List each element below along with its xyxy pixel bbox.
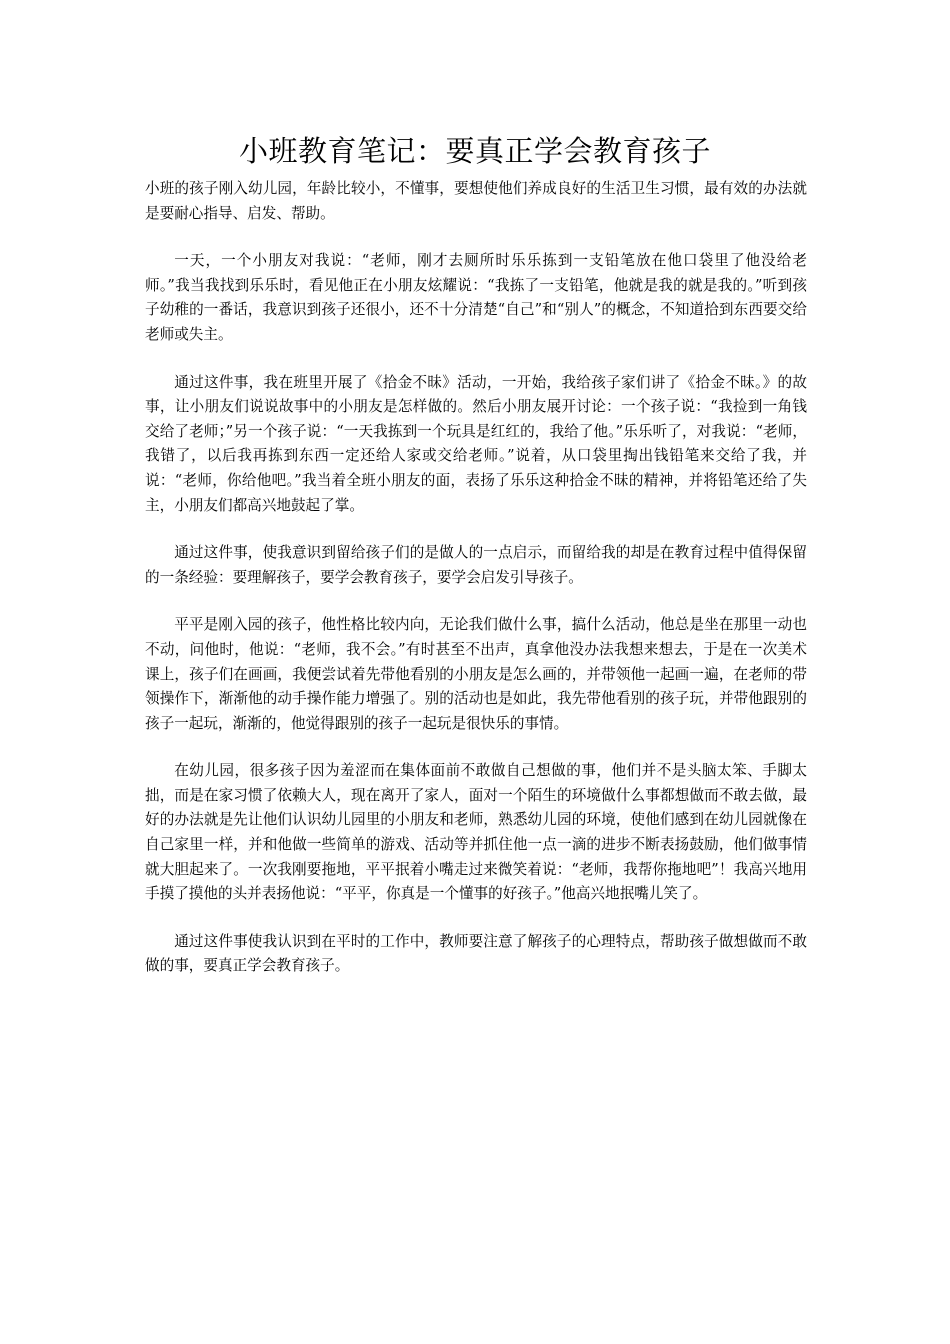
- paragraph-conclusion: 通过这件事使我认识到在平时的工作中，教师要注意了解孩子的心理特点，帮助孩子做想做而不敢做的事，要真正学会教育孩子。: [145, 932, 807, 975]
- paragraph-pingping: 平平是刚入园的孩子，他性格比较内向，无论我们做什么事，搞什么活动，他总是坐在那里一动也不动，问他时，他说：“老师，我不会。”有时甚至不出声，真拿他没办法我想来想去，于是在一次美术课上，孩子们在画画，我便尝试着先带他看别的小朋友是怎么画的，并带领他一起画一遍，在老师的带领操作下，渐渐他的动手操作能力增强了。别的活动也是如此，我先带他看别的孩子玩，并带他跟别的孩子一起玩，渐渐的，他觉得跟别的孩子一起玩是很快乐的事情。: [145, 616, 807, 732]
- document-body: [145, 177, 807, 1002]
- paragraph-lesson-learned: 通过这件事，使我意识到留给孩子们的是做人的一点启示，而留给我的却是在教育过程中值得保留的一条经验：要理解孩子，要学会教育孩子，要学会启发引导孩子。: [145, 544, 807, 586]
- paragraph-shy-children: 在幼儿园，很多孩子因为羞涩而在集体面前不敢做自己想做的事，他们并不是头脑太笨、手脚太拙，而是在家习惯了依赖大人，现在离开了家人，面对一个陌生的环境做什么事都想做而不敢去做，最好的办法就是先让他们认识幼儿园里的小朋友和老师，熟悉幼儿园的环境，使他们感到在幼儿园就像在自己家里一样，并和他做一些简单的游戏、活动等并抓住他一点一滴的进步不断表扬鼓励，他们做事情就大胆起来了。一次我刚要拖地，平平抿着小嘴走过来微笑着说：“老师，我帮你拖地吧”！我高兴地用手摸了摸他的头并表扬他说：“平平，你真是一个懂事的好孩子。”他高兴地抿嘴儿笑了。: [145, 762, 807, 903]
- paragraph-lele-pencil: 一天，一个小朋友对我说：“老师，刚才去厕所时乐乐拣到一支铅笔放在他口袋里了他没给老师。”我当我找到乐乐时，看见他正在小朋友炫耀说：“我拣了一支铅笔，他就是我的就是我的。”听到孩子幼稚的一番话，我意识到孩子还很小，还不十分清楚“自己”和“别人”的概念，不知道拾到东西要交给老师或失主。: [145, 252, 807, 343]
- paragraph-intro: 小班的孩子刚入幼儿园，年龄比较小，不懂事，要想使他们养成良好的生活卫生习惯，最有效的办法就是要耐心指导、启发、帮助。: [145, 180, 807, 222]
- document-title: 小班教育笔记：要真正学会教育孩子: [238, 134, 711, 168]
- paragraph-honesty-activity: 通过这件事，我在班里开展了《拾金不昧》活动，一开始，我给孩子家们讲了《拾金不昧。》的故事，让小朋友们说说故事中的小朋友是怎样做的。然后小朋友展开讨论：一个孩子说：“我捡到一角钱交给了老师；”另一个孩子说：“一天我拣到一个玩具是红红的，我给了他。”乐乐听了，对我说：“老师，我错了，以后我再拣到东西一定还给人家或交给老师。”说着，从口袋里掏出钱铅笔来交给了我，并说：“老师，你给他吧。”我当着全班小朋友的面，表扬了乐乐这种拾金不昧的精神，并将铅笔还给了失主，小朋友们都高兴地鼓起了掌。: [145, 373, 807, 514]
